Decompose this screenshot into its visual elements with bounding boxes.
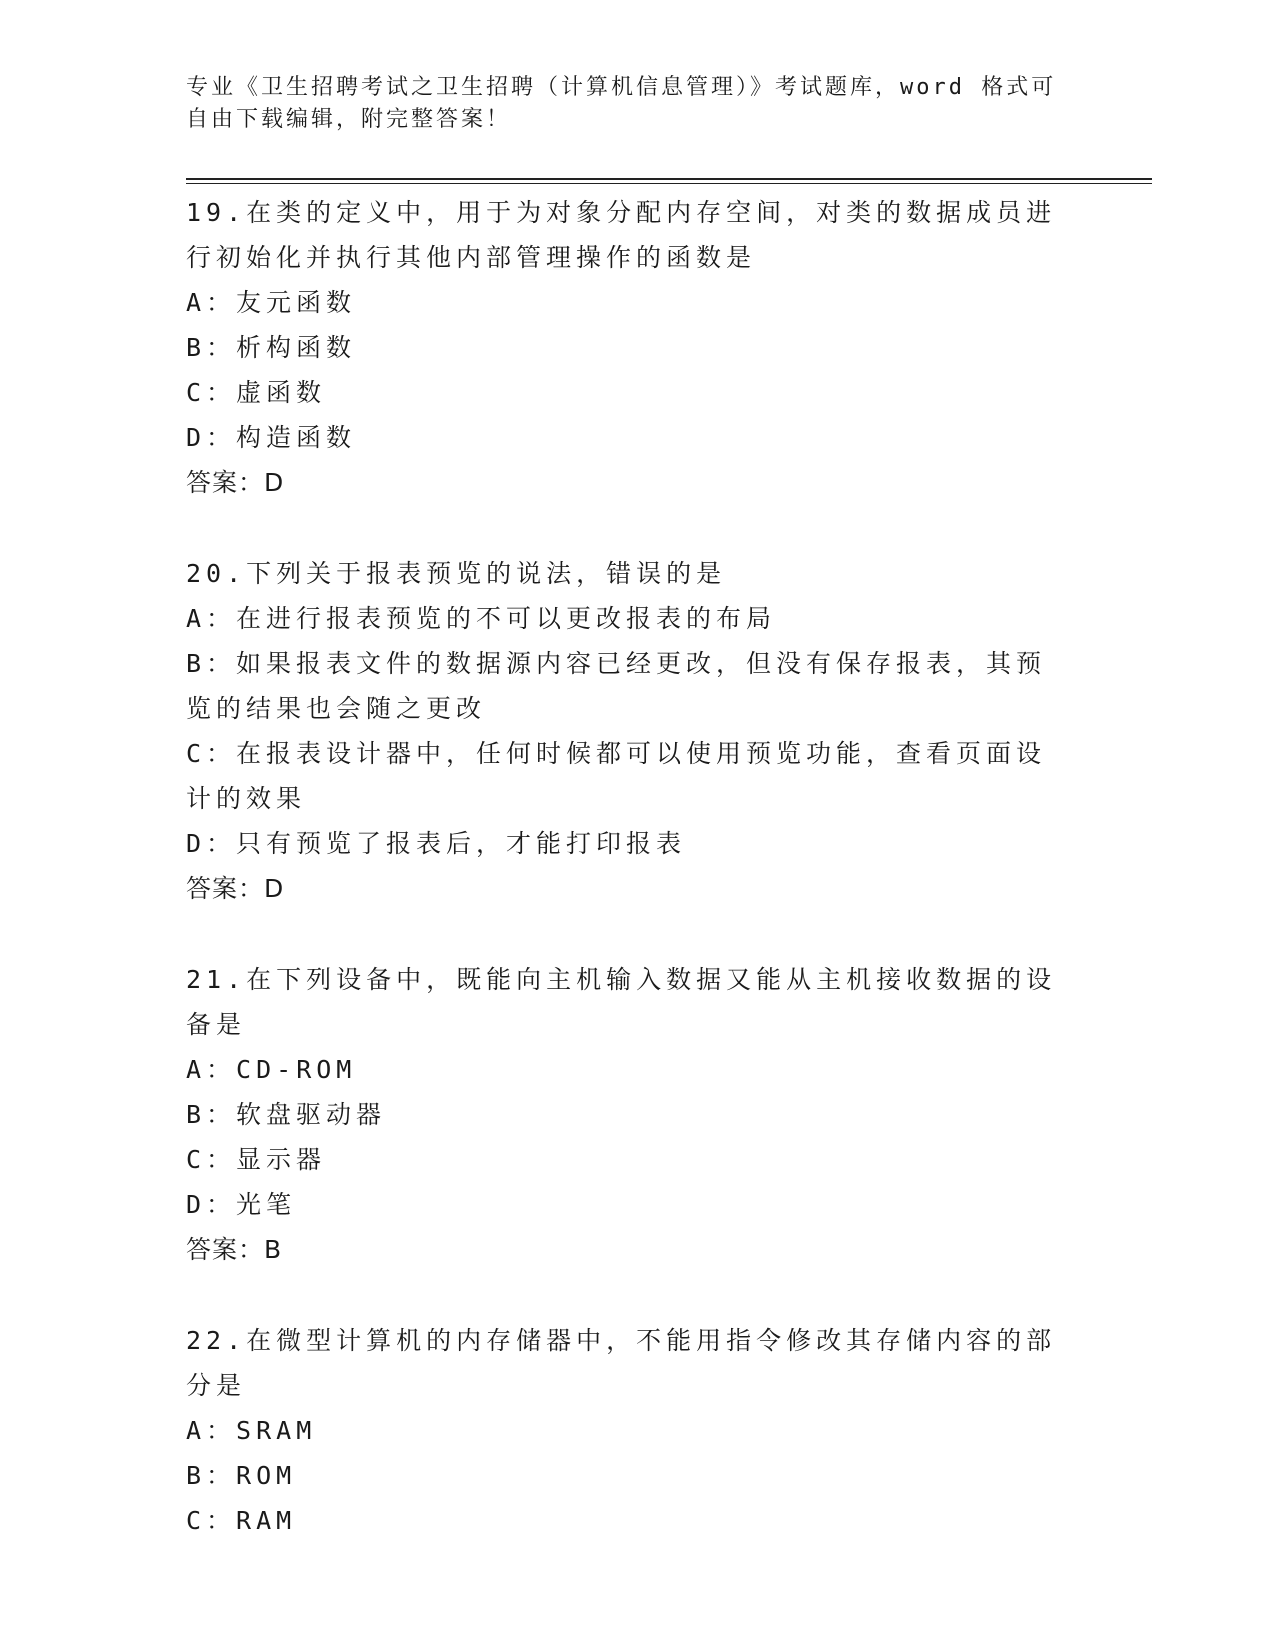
answer: 答案：B [186,1235,283,1264]
question-stem: 22.在微型计算机的内存储器中，不能用指令修改其存储内容的部分是 [186,1326,1057,1400]
question-stem: 21.在下列设备中，既能向主机输入数据又能从主机接收数据的设备是 [186,965,1057,1039]
header-divider-thin [186,183,1152,184]
answer: 答案：D [186,468,285,497]
option-a: A：SRAM [186,1416,317,1445]
option-c: C：虚函数 [186,378,327,407]
option-c: C：RAM [186,1506,297,1535]
option-a: A：友元函数 [186,288,357,317]
question-stem: 20.下列关于报表预览的说法，错误的是 [186,559,727,588]
header-divider [186,178,1152,180]
question-19 [186,190,1066,505]
option-a: A：在进行报表预览的不可以更改报表的布局 [186,604,777,633]
option-b: B：软盘驱动器 [186,1100,387,1129]
option-d: D：光笔 [186,1190,297,1219]
answer: 答案：D [186,874,285,903]
question-21 [186,957,1066,1272]
option-b: B：析构函数 [186,333,357,362]
document-intro: 专业《卫生招聘考试之卫生招聘（计算机信息管理）》考试题库，word 格式可自由下载编辑，附完整答案！ [186,75,1057,132]
option-d: D：构造函数 [186,423,357,452]
question-22 [186,1318,1066,1543]
option-a: A：CD-ROM [186,1055,357,1084]
option-b: B：如果报表文件的数据源内容已经更改，但没有保存报表，其预览的结果也会随之更改 [186,649,1047,723]
question-20 [186,551,1066,911]
option-c: C：显示器 [186,1145,327,1174]
question-stem: 19.在类的定义中，用于为对象分配内存空间，对类的数据成员进行初始化并执行其他内部管理操作的函数是 [186,198,1057,272]
question-list [186,190,1066,1589]
option-b: B：ROM [186,1461,297,1490]
option-c: C：在报表设计器中，任何时候都可以使用预览功能，查看页面设计的效果 [186,739,1047,813]
option-d: D：只有预览了报表后，才能打印报表 [186,829,687,858]
